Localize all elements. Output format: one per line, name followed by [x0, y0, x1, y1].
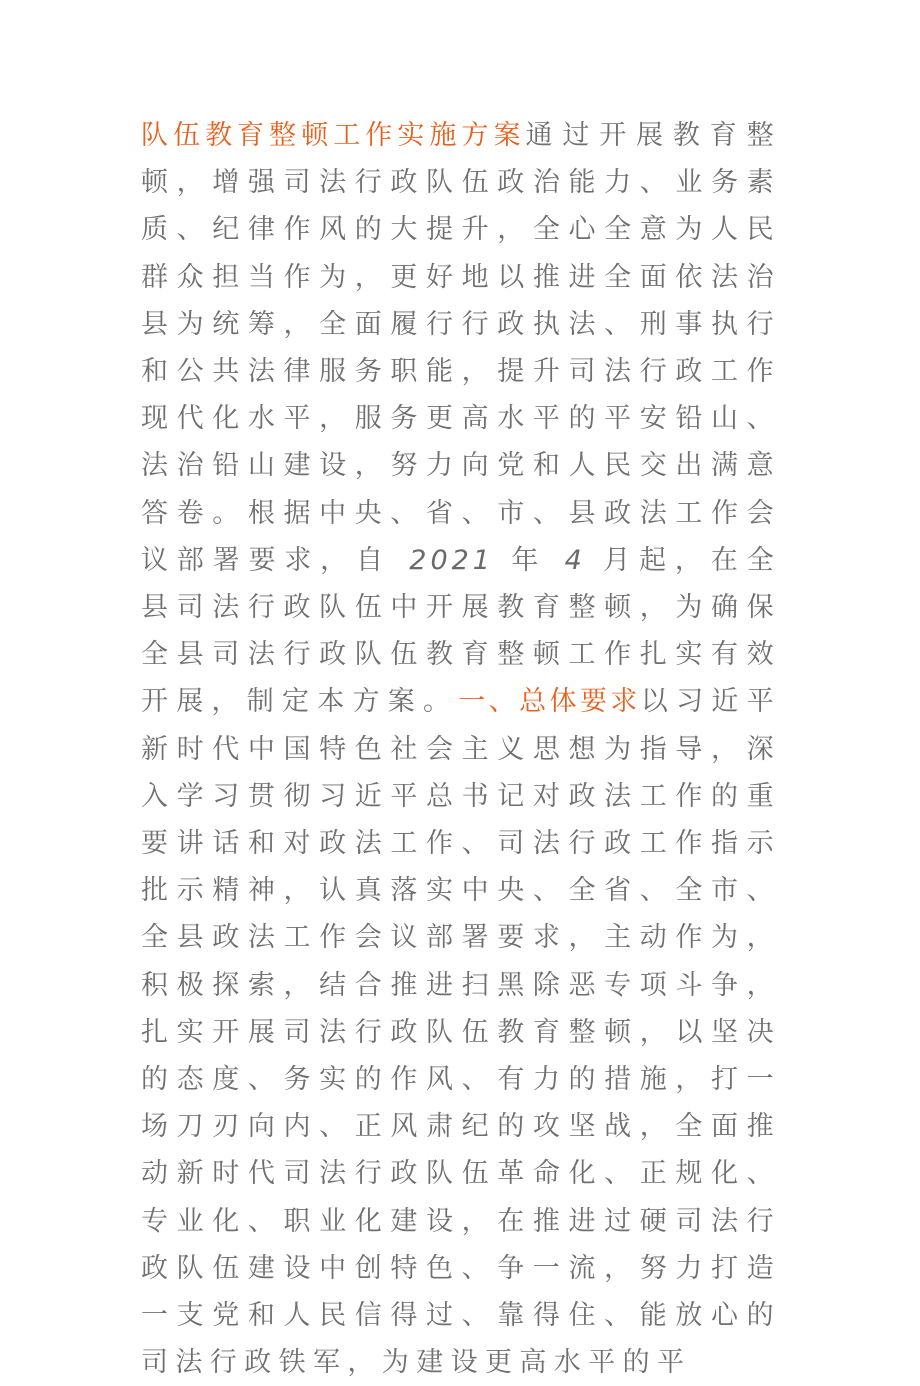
month-number: 4	[564, 544, 586, 576]
intro-text-part2: 月起，在全县司法行政队伍中开展教育整顿，为确保全县司法行政队伍教育整顿工作扎实有效开展，制定本方案。	[141, 544, 781, 718]
document-title: 队伍教育整顿工作实施方案	[141, 120, 526, 151]
document-body	[141, 112, 781, 1386]
section-heading-overall-requirements: 一、总体要求	[458, 686, 641, 718]
section-text-overall-requirements: 以习近平新时代中国特色社会主义思想为指导，深入学习贯彻习近平总书记对政法工作的重要讲话和对政法工作、司法行政工作指示批示精神，认真落实中央、全省、全市、全县政法工作会议部署要求，主动作为，积极探索，结合推进扫黑除恶专项斗争，扎实开展司法行政队伍教育整顿，以坚决的态度、务实的作风、有力的措施，打一场刀刃向内、正风肃纪的攻坚战，全面推动新时代司法行政队伍革命化、正规化、专业化、职业化建设，在推进过硬司法行政队伍建设中创特色、争一流，努力打造一支党和人民信得过、靠得住、能放心的司法行政铁军，为建设更高水平的平	[141, 686, 781, 1379]
year-number: 2021	[409, 544, 494, 576]
intro-text-part1: 通过开展教育整顿，增强司法行政队伍政治能力、业务素质、纪律作风的大提升，全心全意为人民群众担当作为，更好地以推进全面依法治县为统筹，全面履行行政执法、刑事执行和公共法律服务职能，提升司法行政工作现代化水平，服务更高水平的平安铅山、法治铅山建设，努力向党和人民交出满意答卷。根据中央、省、市、县政法工作会议部署要求，自	[141, 120, 781, 576]
year-unit: 年	[493, 544, 565, 576]
